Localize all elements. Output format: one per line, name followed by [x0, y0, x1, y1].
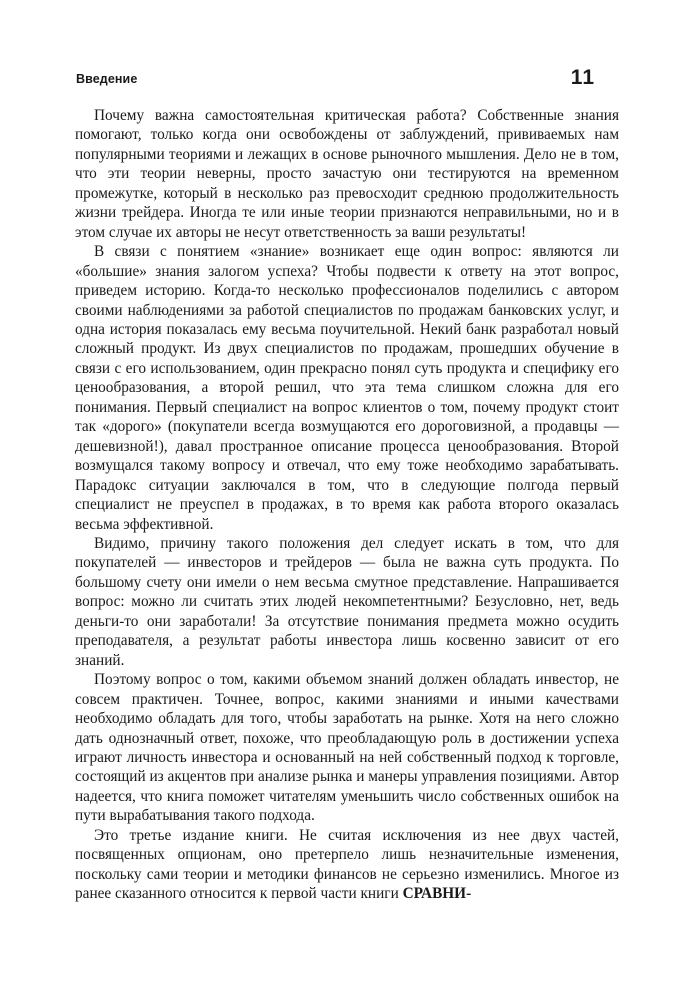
- page-body: [75, 106, 619, 904]
- paragraph-1: Почему важна самостоятельная критическая работа? Собственные знания помогают, только когда они освобождены от заблуждений, прививаемых нам популярными теориями и лежащих в основе рыночного мышления. Дело не в том, что эти теории неверны, просто зачастую они тестируются на временном промежутке, который в несколько раз превосходит среднюю продолжительность жизни трейдера. Иногда те или иные теории признаются неправильными, но и в этом случае их авторы не несут ответственность за ваши результаты!: [75, 107, 619, 241]
- running-head-section-title: Введение: [76, 72, 138, 86]
- paragraph-5-text: Это третье издание книги. Не считая исключения из нее двух частей, посвященных опционам, оно претерпело лишь незначительные изменения, поскольку сами теории и методики финансов не серьезно изменились. Многое из ранее сказанного относится к первой части книги: [75, 826, 619, 903]
- page-number: 11: [570, 66, 595, 89]
- paragraph-5-bold-term: СРАВНИ-: [402, 885, 472, 903]
- paragraph-4: Поэтому вопрос о том, какими объемом знаний должен обладать инвестор, не совсем практичен. Точнее, вопрос, какими знаниями и иными качествами необходимо обладать для того, чтобы заработать на рынке. Хотя на него сложно дать однозначный ответ, похоже, что преобладающую роль в достижении успеха играют личность инвестора и основанный на ней собственный подход к торговле, состоящий из акцентов при анализе рынка и манеры управления позициями. Автор надеется, что книга поможет читателям уменьшить число собственных ошибок на пути вырабатывания такого подхода.: [75, 671, 619, 825]
- paragraph-3: Видимо, причину такого положения дел следует искать в том, что для покупателей — инвесторов и трейдеров — была не важна суть продукта. По большому счету они имели о нем весьма смутное представление. Напрашивается вопрос: можно ли считать этих людей некомпетентными? Безусловно, нет, ведь деньги-то они заработали! За отсутствие понимания предмета можно осудить преподавателя, а результат работы инвестора лишь косвенно зависит от его знаний.: [75, 534, 619, 669]
- paragraph-2: В связи с понятием «знание» возникает еще один вопрос: являются ли «большие» знания залогом успеха? Чтобы подвести к ответу на этот вопрос, приведем историю. Когда-то несколько профессионалов поделились с автором своими наблюдениями за работой специалистов по продажам банковских услуг, и одна история показалась ему весьма поучительной. Некий банк разработал новый сложный продукт. Из двух специалистов по продажам, прошедших обучение в связи с его использованием, один прекрасно понял суть продукта и специфику его ценообразования, а второй решил, что эта тема слишком сложна для его понимания. Первый специалист на вопрос клиентов о том, почему продукт стоит так «дорого» (покупатели всегда возмущаются его дороговизной, а продавцы — дешевизной!), давал пространное описание процесса ценообразования. Второй возмущался такому вопросу и отвечал, что ему тоже необходимо зарабатывать. Парадокс ситуации заключался в том, что в следующие полгода первый специалист не преуспел в продажах, в то время как работа второго оказалась весьма эффективной.: [75, 243, 619, 533]
- paragraph-5: [75, 826, 619, 904]
